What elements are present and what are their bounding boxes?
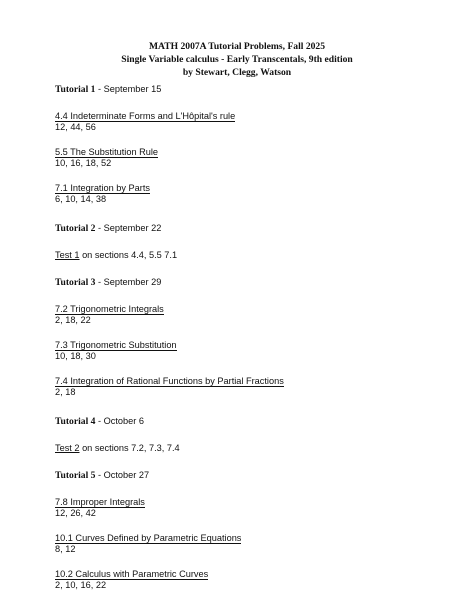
tutorial-date: - September 22 — [95, 223, 162, 233]
section-entry — [55, 147, 455, 169]
document-header — [0, 40, 474, 79]
tutorial-list — [55, 84, 455, 605]
section-entry — [55, 183, 455, 205]
section-problems: 10, 16, 18, 52 — [55, 158, 112, 168]
tutorial-name: Tutorial 1 — [55, 84, 96, 95]
section-entry — [55, 569, 455, 591]
test-description: on sections 4.4, 5.5 7.1 — [79, 250, 178, 260]
tutorial-name: Tutorial 3 — [55, 277, 96, 288]
tutorial-heading — [55, 470, 455, 481]
test-label: Test 1 — [55, 250, 80, 260]
section-title: 7.3 Trigonometric Substitution — [55, 340, 177, 350]
test-label: Test 2 — [55, 443, 80, 453]
course-title: MATH 2007A Tutorial Problems, Fall 2025 — [148, 41, 326, 52]
test-entry — [55, 443, 455, 454]
tutorial-name: Tutorial 2 — [55, 223, 96, 234]
section-problems: 6, 10, 14, 38 — [55, 194, 107, 204]
section-title: 10.1 Curves Defined by Parametric Equations — [55, 533, 242, 543]
section-entry — [55, 340, 455, 362]
section-entry — [55, 111, 455, 133]
section-problems: 8, 12 — [55, 544, 76, 554]
test-description: on sections 7.2, 7.3, 7.4 — [79, 443, 180, 453]
tutorial-date: - October 6 — [95, 416, 144, 426]
section-problems: 2, 10, 16, 22 — [55, 580, 107, 590]
tutorial-date: - October 27 — [95, 470, 150, 480]
section-entry — [55, 376, 455, 398]
section-title: 7.8 Improper Integrals — [55, 497, 145, 507]
section-problems: 2, 18, 22 — [55, 315, 91, 325]
section-title: 10.2 Calculus with Parametric Curves — [55, 569, 209, 579]
tutorial-date: - September 15 — [95, 84, 162, 94]
tutorial-heading — [55, 277, 455, 288]
tutorial-heading — [55, 84, 455, 95]
section-title: 5.5 The Substitution Rule — [55, 147, 159, 157]
section-entry — [55, 304, 455, 326]
section-title: 7.1 Integration by Parts — [55, 183, 150, 193]
tutorial-name: Tutorial 5 — [55, 470, 96, 481]
section-title: 4.4 Indeterminate Forms and L'Hôpital's rule — [55, 111, 236, 121]
tutorial-heading — [55, 223, 455, 234]
section-problems: 12, 26, 42 — [55, 508, 96, 518]
tutorial-date: - September 29 — [95, 277, 162, 287]
tutorial-heading — [55, 416, 455, 427]
section-problems: 2, 18 — [55, 387, 76, 397]
section-entry — [55, 533, 455, 555]
textbook-authors: by Stewart, Clegg, Watson — [182, 67, 292, 78]
section-problems: 12, 44, 56 — [55, 122, 96, 132]
section-entry — [55, 497, 455, 519]
textbook-title: Single Variable calculus - Early Transcentals, 9th edition — [121, 54, 353, 65]
tutorial-name: Tutorial 4 — [55, 416, 96, 427]
test-entry — [55, 250, 455, 261]
section-title: 7.2 Trigonometric Integrals — [55, 304, 164, 314]
section-problems: 10, 18, 30 — [55, 351, 96, 361]
section-title: 7.4 Integration of Rational Functions by Partial Fractions — [55, 376, 284, 386]
